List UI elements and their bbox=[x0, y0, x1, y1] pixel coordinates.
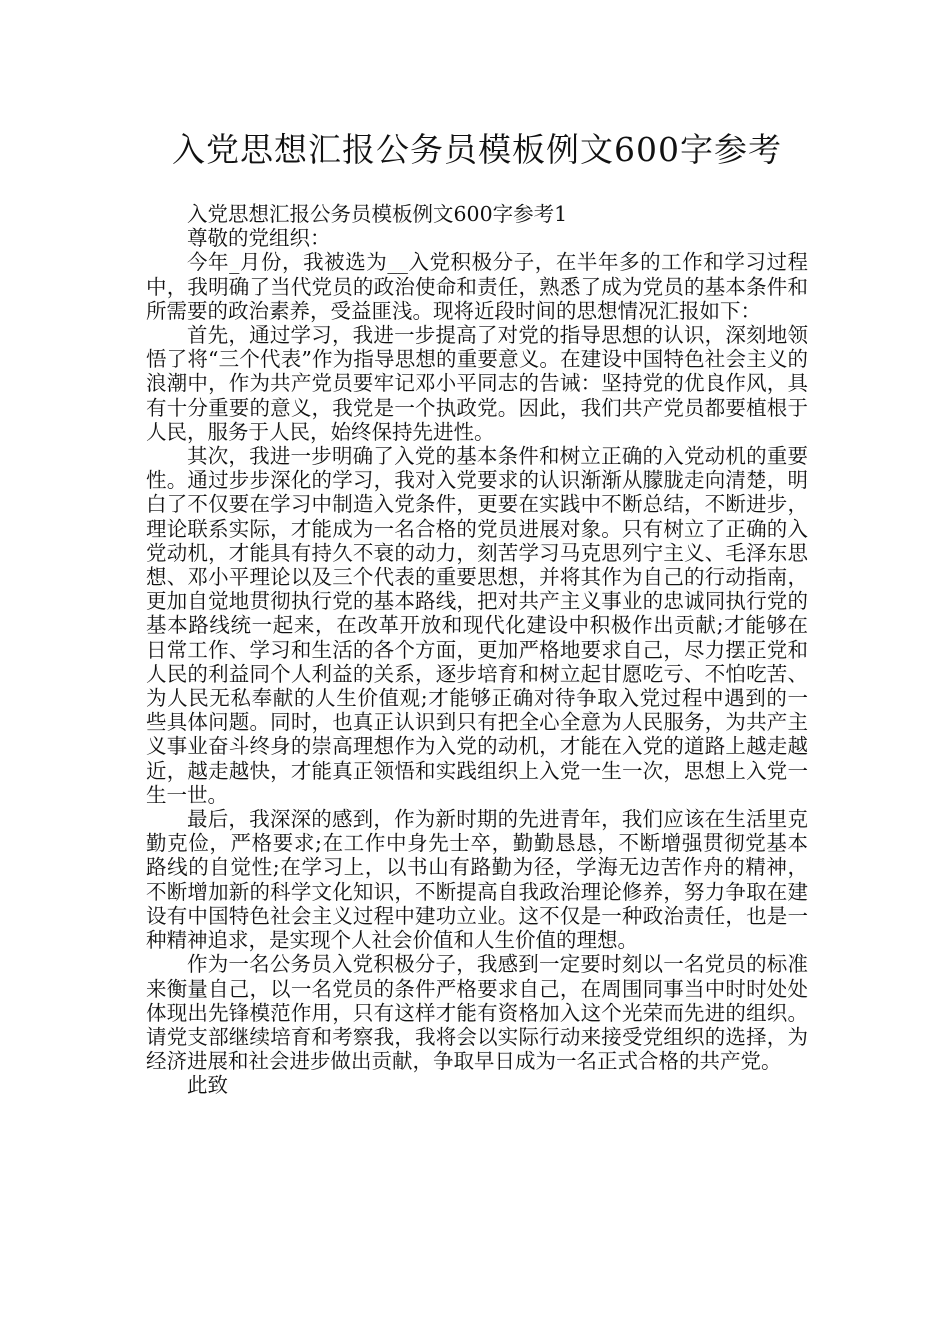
body-paragraph-conclusion: 作为一名公务员入党积极分子，我感到一定要时刻以一名党员的标准来衡量自己，以一名党员的条件严格要求自己，在周围同事当中时时处处体现出先锋模范作用，只有这样才能有资格加入这个光荣而先进的组织。请党支部继续培育和考察我，我将会以实际行动来接受党组织的选择，为经济进展和社会进步做出贡献，争取早日成为一名正式合格的共产党。 bbox=[146, 952, 808, 1074]
body-paragraph-first: 首先，通过学习，我进一步提高了对党的指导思想的认识，深刻地领悟了将“三个代表”作为指导思想的重要意义。在建设中国特色社会主义的浪潮中，作为共产党员要牢记邓小平同志的告诫：坚持党的优良作风，具有十分重要的意义，我党是一个执政党。因此，我们共产党员都要植根于人民，服务于人民，始终保持先进性。 bbox=[146, 323, 808, 444]
document-page bbox=[146, 124, 808, 1098]
salutation: 尊敬的党组织： bbox=[187, 226, 331, 251]
body-paragraph-last: 最后，我深深的感到，作为新时期的先进青年，我们应该在生活里克勤克俭，严格要求;在工作中身先士卒，勤勤恳恳，不断增强贯彻党基本路线的自觉性;在学习上，以书山有路勤为径，学海无边苦作舟的精神，不断增加新的科学文化知识，不断提高自我政治理论修养，努力争取在建设有中国特色社会主义过程中建功立业。这不仅是一种政治责任，也是一种精神追求，是实现个人社会价值和人生价值的理想。 bbox=[146, 807, 808, 953]
closing-phrase: 此致 bbox=[187, 1073, 228, 1098]
body-paragraph-second: 其次，我进一步明确了入党的基本条件和树立正确的入党动机的重要性。通过步步深化的学习，我对入党要求的认识渐渐从朦胧走向清楚，明白了不仅要在学习中制造入党条件，更要在实践中不断总结，不断进步，理论联系实际，才能成为一名合格的党员进展对象。只有树立了正确的入党动机，才能具有持久不衰的动力，刻苦学习马克思列宁主义、毛泽东思想、邓小平理论以及三个代表的重要思想，并将其作为自己的行动指南，更加自觉地贯彻执行党的基本路线，把对共产主义事业的忠诚同执行党的基本路线统一起来，在改革开放和现代化建设中积极作出贡献;才能够在日常工作、学习和生活的各个方面，更加严格地要求自己，尽力摆正党和人民的利益同个人利益的关系，逐步培育和树立起甘愿吃亏、不怕吃苦、为人民无私奉献的人生价值观;才能够正确对待争取入党过程中遇到的一些具体问题。同时，也真正认识到只有把全心全意为人民服务，为共产主义事业奋斗终身的崇高理想作为入党的动机，才能在入党的道路上越走越近，越走越快，才能真正领悟和实践组织上入党一生一次，思想上入党一生一世。 bbox=[146, 444, 808, 807]
body-paragraph-intro: 今年_月份，我被选为__入党积极分子，在半年多的工作和学习过程中，我明确了当代党员的政治使命和责任，熟悉了成为党员的基本条件和所需要的政治素养，受益匪浅。现将近段时间的思想情况汇报如下： bbox=[146, 250, 808, 323]
subtitle-line: 入党思想汇报公务员模板例文600字参考1 bbox=[187, 202, 568, 226]
document-title: 入党思想汇报公务员模板例文600字参考 bbox=[172, 130, 782, 169]
